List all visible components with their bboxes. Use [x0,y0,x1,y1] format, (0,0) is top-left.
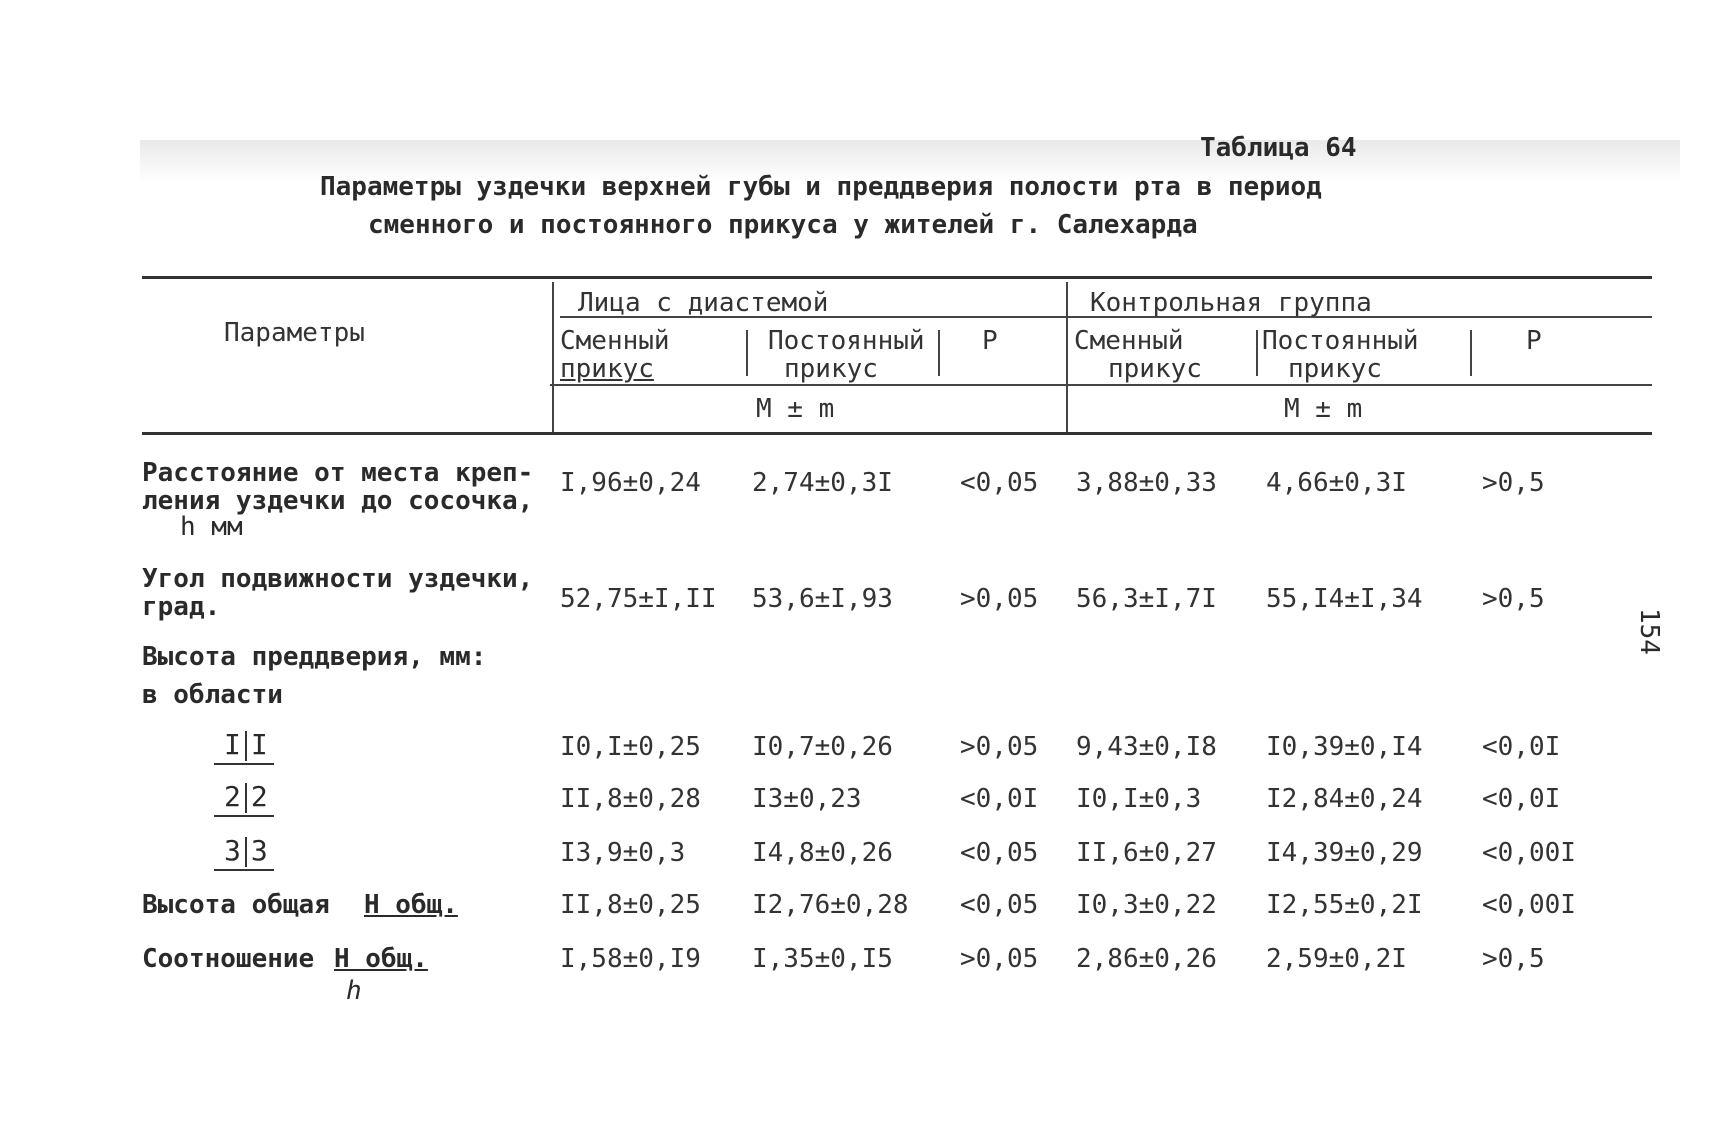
row3-param-line2: в области [142,680,283,710]
row6-cell: <0,05 [960,838,1039,868]
row1-cell: <0,05 [960,468,1039,498]
row6-cell: I4,39±0,29 [1266,838,1423,868]
tooth-notation-1: I I [224,728,268,761]
row6-cell: <0,00I [1482,838,1576,868]
header-post-2b: прикус [1288,354,1382,384]
row5-cell: I2,84±0,24 [1266,784,1423,814]
row4-cell: I0,39±0,I4 [1266,732,1423,762]
row8-cell: 2,86±0,26 [1076,944,1217,974]
row7-cell: <0,05 [960,890,1039,920]
header-sm-2a: Сменный [1074,326,1184,356]
row5-cell: <0,0I [960,784,1039,814]
column-separator [746,330,748,376]
header-p-2: Р [1526,326,1542,356]
page-number: 154 [1634,608,1664,655]
row7-cell: II,8±0,25 [560,890,701,920]
header-group-control: Контрольная группа [1090,288,1372,318]
column-separator [938,330,940,376]
row8-cell: I,58±0,I9 [560,944,701,974]
header-stat-1: М ± m [756,394,835,424]
tooth-notation-3: 3 3 [224,834,268,867]
table-title-line2: сменного и постоянного прикуса у жителей г. Салехарда [368,210,1198,240]
row5-cell: I0,I±0,3 [1076,784,1202,814]
row8-cell: >0,5 [1482,944,1545,974]
row2-cell: >0,5 [1482,584,1545,614]
row4-cell: <0,0I [1482,732,1561,762]
row5-cell: I3±0,23 [752,784,862,814]
row2-cell: 53,6±I,93 [752,584,893,614]
header-sm-1b: прикус [560,354,654,384]
column-separator [552,282,554,432]
tooth-notation-2: 2 2 [224,780,268,813]
row1-cell: >0,5 [1482,468,1545,498]
column-separator [1470,330,1472,376]
row7-cell: <0,00I [1482,890,1576,920]
row7-param-symbol: Н общ. [364,890,458,920]
row1-param-line3: h мм [180,512,243,542]
table-title-line1: Параметры уздечки верхней губы и преддверия полости рта в период [320,172,1322,202]
row1-cell: 2,74±0,3I [752,468,893,498]
row2-cell: 55,I4±I,34 [1266,584,1423,614]
column-separator [1066,282,1068,432]
table-top-rule [142,276,1652,279]
row2-cell: >0,05 [960,584,1039,614]
row2-cell: 52,75±I,II [560,584,717,614]
row5-cell: II,8±0,28 [560,784,701,814]
header-p-1: Р [982,326,998,356]
row4-cell: I0,7±0,26 [752,732,893,762]
row5-cell: <0,0I [1482,784,1561,814]
subheader-rule [550,384,1652,386]
row7-cell: I2,55±0,2I [1266,890,1423,920]
row8-param-denominator: h [346,976,362,1006]
row2-param-line1: Угол подвижности уздечки, [142,564,534,594]
row1-param-line2: ления уздечки до сосочка, [142,486,534,516]
table-number: Таблица 64 [1200,133,1357,163]
row2-cell: 56,3±I,7I [1076,584,1217,614]
row6-cell: I3,9±0,3 [560,838,686,868]
row6-cell: II,6±0,27 [1076,838,1217,868]
row7-cell: I0,3±0,22 [1076,890,1217,920]
header-post-2a: Постоянный [1262,326,1419,356]
row1-param-line1: Расстояние от места креп- [142,458,534,488]
row4-cell: 9,43±0,I8 [1076,732,1217,762]
header-group-diastema: Лица с диастемой [578,288,829,318]
row4-cell: >0,05 [960,732,1039,762]
header-bottom-rule [142,432,1652,435]
header-parameters: Параметры [224,318,365,348]
row6-cell: I4,8±0,26 [752,838,893,868]
row7-param-label: Высота общая [142,890,330,920]
row8-cell: I,35±0,I5 [752,944,893,974]
column-separator [1256,330,1258,376]
row8-param-label: Соотношение [142,944,315,974]
row2-param-line2: град. [142,592,221,622]
header-sm-1a: Сменный [560,326,670,356]
row7-cell: I2,76±0,28 [752,890,909,920]
row8-cell: >0,05 [960,944,1039,974]
header-post-1a: Постоянный [768,326,925,356]
row1-cell: 3,88±0,33 [1076,468,1217,498]
row4-cell: I0,I±0,25 [560,732,701,762]
row1-cell: I,96±0,24 [560,468,701,498]
row8-cell: 2,59±0,2I [1266,944,1407,974]
header-sm-2b: прикус [1108,354,1202,384]
row8-param-numerator: Н общ. [334,944,428,974]
row3-param-line1: Высота преддверия, мм: [142,642,487,672]
header-post-1b: прикус [784,354,878,384]
header-stat-2: М ± m [1284,394,1363,424]
row1-cell: 4,66±0,3I [1266,468,1407,498]
